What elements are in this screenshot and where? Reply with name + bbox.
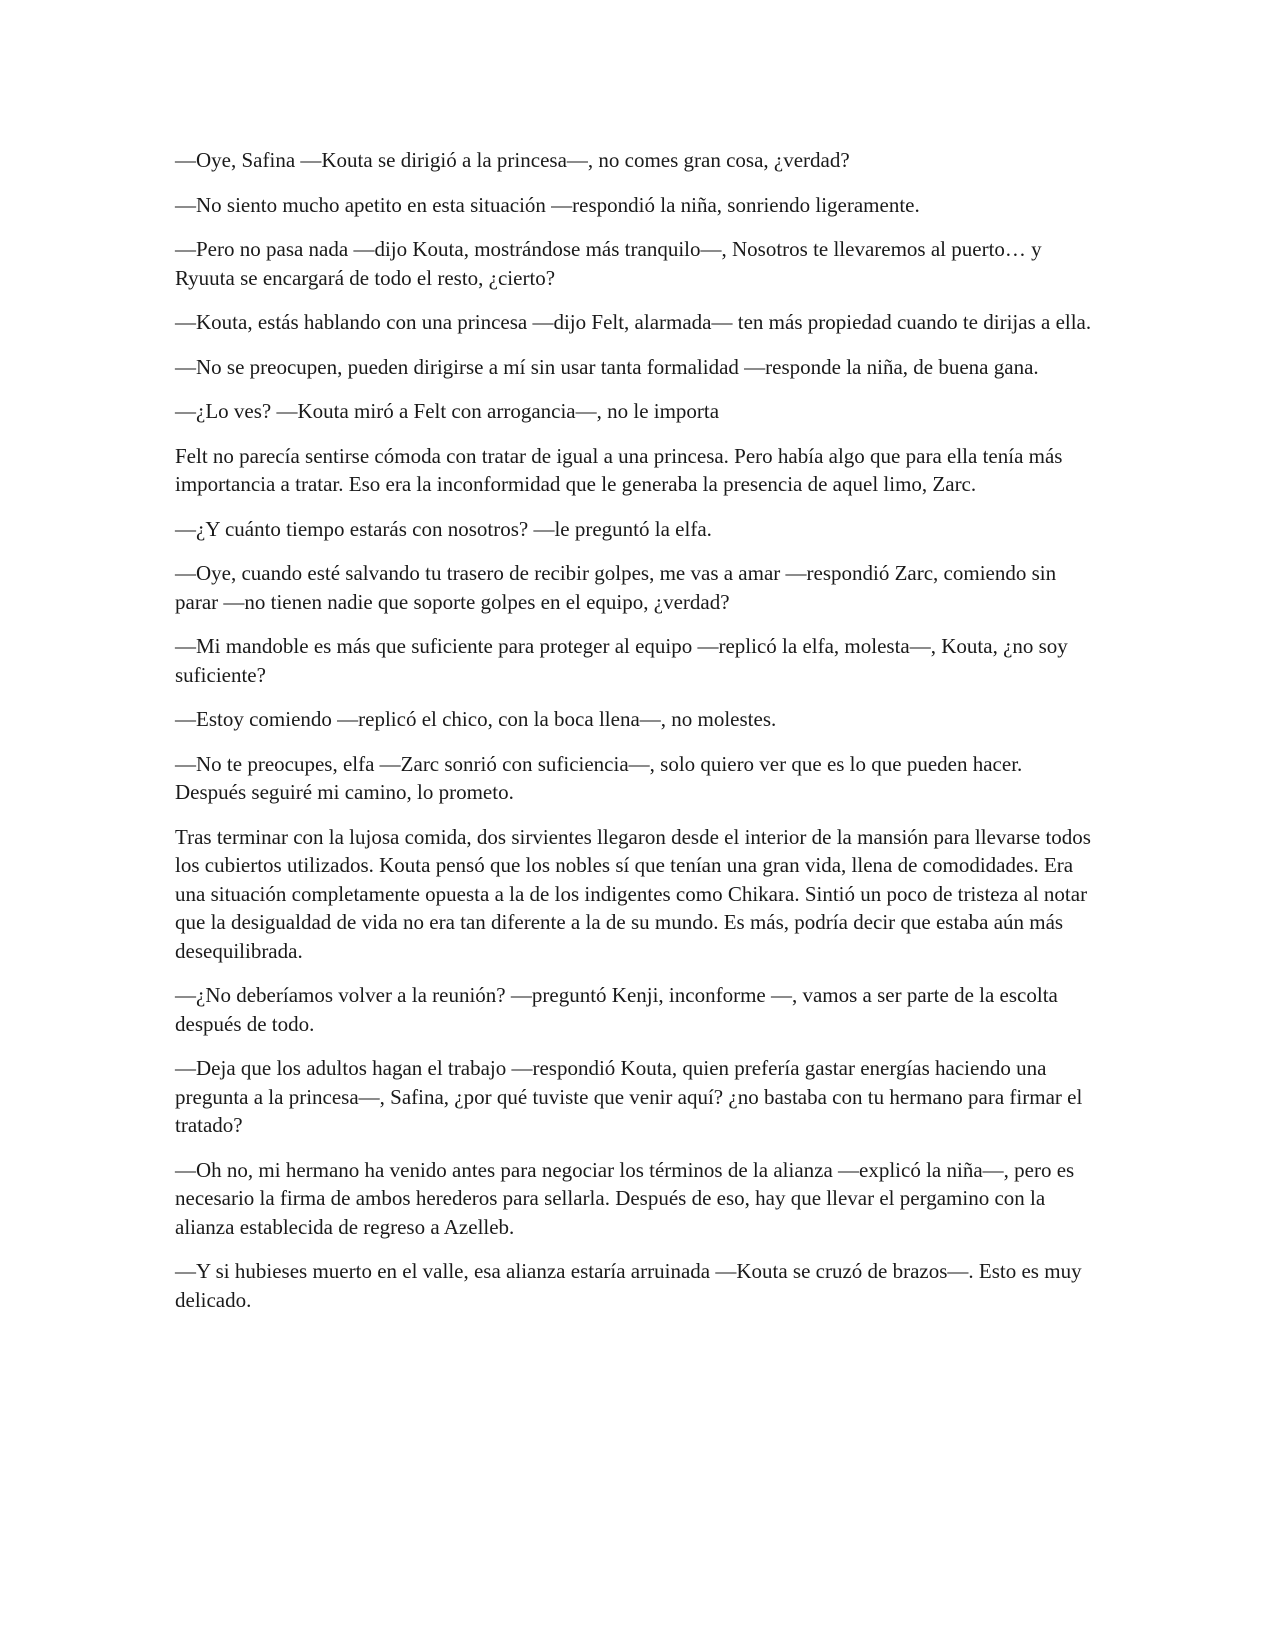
paragraph: —Oh no, mi hermano ha venido antes para negociar los términos de la alianza —explicó la niña—, pero es necesario la firma de ambos herederos para sellarla. Después de eso, hay que llevar el pergamino con la alianza establecida de regreso a Azelleb. <box>175 1157 1075 1239</box>
paragraph: Tras terminar con la lujosa comida, dos sirvientes llegaron desde el interior de la mansión para llevarse todos los cubiertos utilizados. Kouta pensó que los nobles sí que tenían una gran vida, llena de comodidades. Era una situación completamente opuesta a la de los indigentes como Chikara. Sintió un poco de tristeza al notar que la desigualdad de vida no era tan diferente a la de su mundo. Es más, podría decir que estaba aún más desequilibrada. <box>175 824 1091 963</box>
paragraph: —No te preocupes, elfa —Zarc sonrió con suficiencia—, solo quiero ver que es lo que pueden hacer. Después seguiré mi camino, lo prometo. <box>175 751 1023 804</box>
document-body <box>175 146 1095 1330</box>
paragraph: —Kouta, estás hablando con una princesa —dijo Felt, alarmada— ten más propiedad cuando te dirijas a ella. <box>175 310 1092 334</box>
paragraph: —Estoy comiendo —replicó el chico, con la boca llena—, no molestes. <box>175 707 777 731</box>
paragraph: —Pero no pasa nada —dijo Kouta, mostrándose más tranquilo—, Nosotros te llevaremos al puerto… y Ryuuta se encargará de todo el resto, ¿cierto? <box>175 237 1042 290</box>
paragraph: —¿Lo ves? —Kouta miró a Felt con arrogancia—, no le importa <box>175 399 720 423</box>
paragraph: —¿Y cuánto tiempo estarás con nosotros? —le preguntó la elfa. <box>175 516 712 541</box>
paragraph: —¿No deberíamos volver a la reunión? —preguntó Kenji, inconforme —, vamos a ser parte de la escolta después de todo. <box>175 983 1058 1036</box>
paragraph: —Oye, cuando esté salvando tu trasero de recibir golpes, me vas a amar —respondió Zarc, comiendo sin parar —no tienen nadie que soporte golpes en el equipo, ¿verdad? <box>175 561 1057 614</box>
paragraph: —Oye, Safina —Kouta se dirigió a la princesa—, no comes gran cosa, ¿verdad? <box>175 148 850 172</box>
paragraph: —Deja que los adultos hagan el trabajo —respondió Kouta, quien prefería gastar energías haciendo una pregunta a la princesa—, Safina, ¿por qué tuviste que venir aquí? ¿no bastaba con tu hermano para firmar el tratado? <box>175 1056 1083 1137</box>
paragraph: —Mi mandoble es más que suficiente para proteger al equipo —replicó la elfa, molesta—, Kouta, ¿no soy suficiente? <box>175 634 1068 687</box>
paragraph: —Y si hubieses muerto en el valle, esa alianza estaría arruinada —Kouta se cruzó de brazos—. Esto es muy delicado. <box>175 1259 1082 1312</box>
paragraph: Felt no parecía sentirse cómoda con tratar de igual a una princesa. Pero había algo que para ella tenía más importancia a tratar. Eso era la inconformidad que le generaba la presencia de aquel limo, Zarc. <box>175 443 1063 496</box>
paragraph: —No siento mucho apetito en esta situación —respondió la niña, sonriendo ligeramente. <box>175 192 920 217</box>
paragraph: —No se preocupen, pueden dirigirse a mí sin usar tanta formalidad —responde la niña, de buena gana. <box>175 354 1039 379</box>
